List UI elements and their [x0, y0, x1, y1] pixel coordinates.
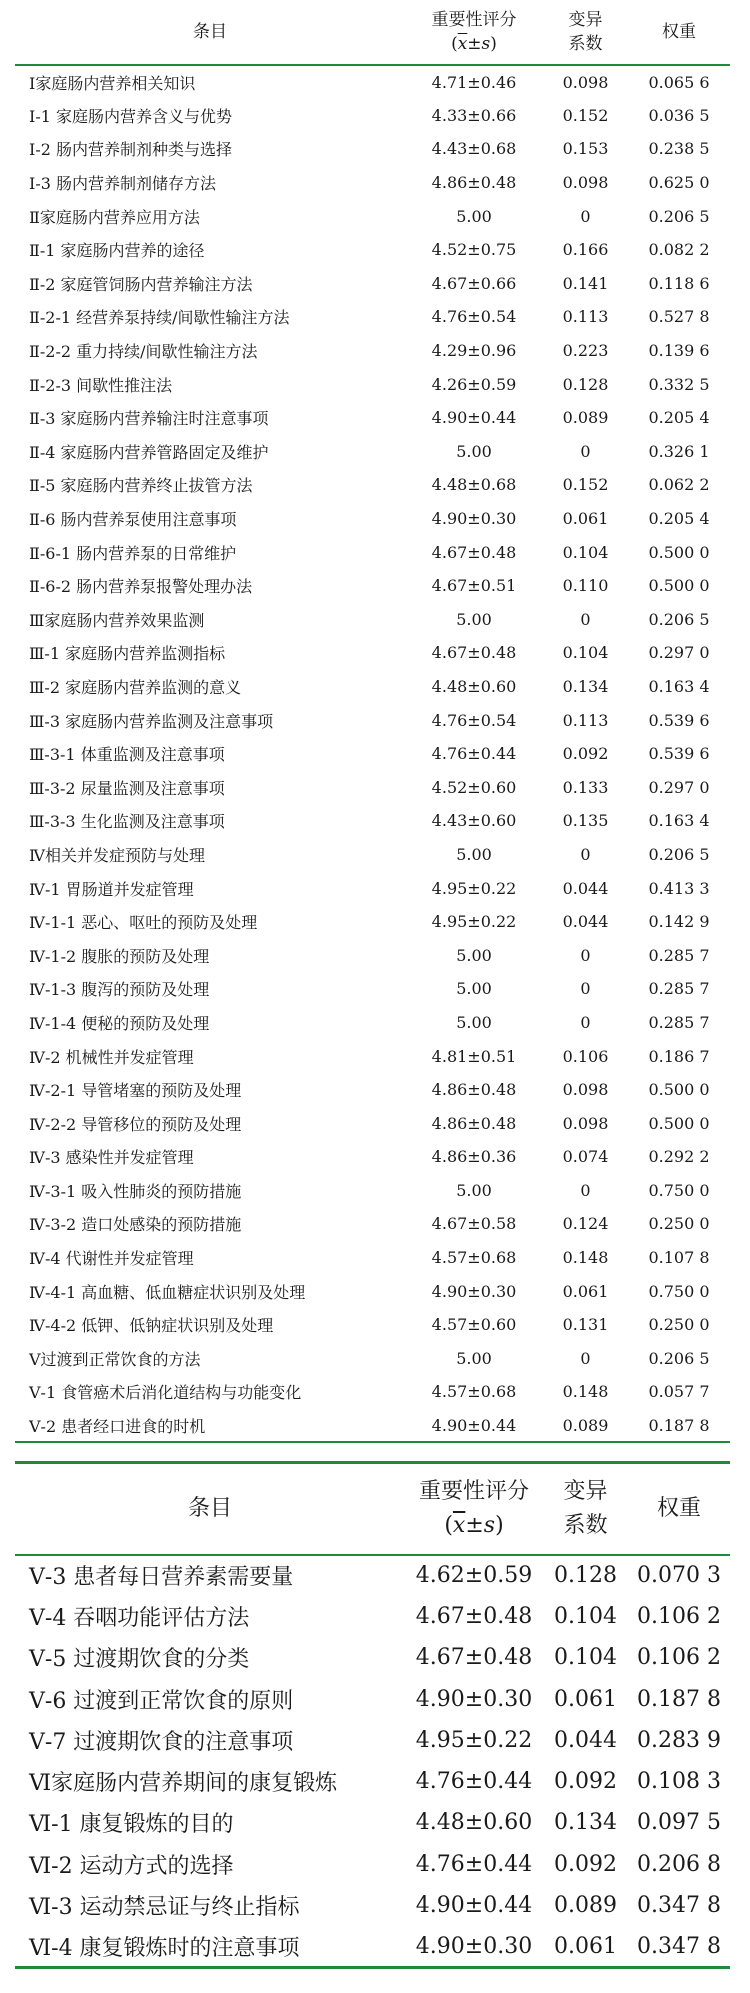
- header-cv-line1: 变异: [568, 10, 603, 30]
- row-score: 4.95±0.22: [415, 1727, 533, 1753]
- row-score: 4.67±0.48: [431, 542, 517, 562]
- row-cv: 0.089: [562, 1415, 609, 1435]
- table-row: [15, 972, 730, 1006]
- row-item: Ⅱ-4 家庭肠内营养管路固定及维护: [29, 442, 269, 462]
- row-weight: 0.106 2: [637, 1645, 721, 1671]
- table-row: [15, 435, 730, 469]
- row-score: 5.00: [456, 1180, 492, 1200]
- table-row: [15, 1174, 730, 1208]
- row-weight: 0.106 2: [637, 1603, 721, 1629]
- row-cv: 0.152: [562, 105, 609, 125]
- row-weight: 0.527 8: [648, 307, 710, 327]
- row-item: Ⅰ-3 肠内营养制剂储存方法: [29, 174, 216, 194]
- row-item: Ⅴ-2 患者经口进食的时机: [29, 1416, 206, 1436]
- row-cv: 0.061: [554, 1686, 617, 1712]
- table-row: [15, 838, 730, 872]
- row-cv: 0.044: [562, 878, 609, 898]
- row-weight: 0.283 9: [637, 1727, 721, 1753]
- row-score: 4.90±0.44: [415, 1893, 533, 1919]
- row-score: 5.00: [456, 945, 492, 965]
- row-score: 4.90±0.30: [431, 509, 517, 529]
- header-item: 条目: [15, 1463, 405, 1555]
- row-score: 4.90±0.30: [415, 1686, 533, 1712]
- row-item: Ⅴ-1 食管癌术后消化道结构与功能变化: [29, 1383, 302, 1403]
- row-score: 4.48±0.60: [415, 1810, 533, 1836]
- row-score: 4.43±0.60: [431, 811, 517, 831]
- row-cv: 0.104: [554, 1645, 617, 1671]
- row-score: 4.95±0.22: [431, 912, 517, 932]
- row-cv: 0.098: [562, 1113, 609, 1133]
- table-row: [15, 569, 730, 603]
- table-row: [15, 1637, 730, 1678]
- row-cv: 0.061: [562, 509, 609, 529]
- row-item: Ⅵ-3 运动禁忌证与终止指标: [29, 1895, 300, 1921]
- row-cv: 0.092: [554, 1769, 617, 1795]
- mean-symbol: $\overline{x}$: [457, 34, 468, 54]
- row-item: Ⅲ-3-1 体重监测及注意事项: [29, 745, 225, 765]
- row-cv: 0.223: [562, 341, 609, 361]
- row-cv: 0.134: [554, 1810, 617, 1836]
- indicator-table-part1: [15, 0, 730, 1443]
- table-row: [15, 1409, 730, 1443]
- row-score: 4.76±0.54: [431, 307, 517, 327]
- row-score: 5.00: [456, 1348, 492, 1368]
- row-cv: 0: [580, 844, 591, 864]
- header-score-label: 重要性评分: [431, 10, 517, 30]
- row-score: 4.43±0.68: [431, 139, 517, 159]
- header-cv: [543, 1463, 628, 1555]
- sd-symbol: s: [481, 34, 491, 54]
- row-score: 4.90±0.44: [431, 1415, 517, 1435]
- table-row: [15, 938, 730, 972]
- table-row: [15, 65, 730, 99]
- row-score: 4.76±0.54: [431, 710, 517, 730]
- row-cv: 0.092: [562, 744, 609, 764]
- row-weight: 0.347 8: [637, 1893, 721, 1919]
- row-item: Ⅱ-2-1 经营养泵持续/间歇性输注方法: [29, 308, 290, 328]
- row-score: 4.67±0.48: [431, 643, 517, 663]
- row-score: 4.90±0.30: [431, 1281, 517, 1301]
- row-score: 4.86±0.36: [431, 1147, 517, 1167]
- row-item: Ⅳ-3 感染性并发症管理: [29, 1148, 194, 1168]
- row-score: 4.67±0.51: [431, 576, 517, 596]
- row-cv: 0.098: [562, 173, 609, 193]
- row-weight: 0.187 8: [637, 1686, 721, 1712]
- row-item: Ⅴ过渡到正常饮食的方法: [29, 1349, 201, 1369]
- row-cv: 0.135: [562, 811, 609, 831]
- row-item: Ⅵ-4 康复锻炼时的注意事项: [29, 1935, 300, 1961]
- table-row: [15, 703, 730, 737]
- row-cv: 0.104: [562, 542, 609, 562]
- header-cv-line1: 变异: [563, 1478, 608, 1504]
- row-cv: 0: [580, 979, 591, 999]
- row-item: Ⅴ-3 患者每日营养素需要量: [29, 1565, 294, 1591]
- row-weight: 0.500 0: [648, 1113, 710, 1133]
- row-item: Ⅱ-2-3 间歇性推注法: [29, 375, 173, 395]
- row-weight: 0.347 8: [637, 1933, 721, 1959]
- table-row: [15, 367, 730, 401]
- table-row: [15, 1596, 730, 1637]
- row-item: Ⅰ-2 肠内营养制剂种类与选择: [29, 140, 232, 160]
- row-score: 4.48±0.68: [431, 475, 517, 495]
- row-weight: 0.070 3: [637, 1563, 721, 1589]
- row-cv: 0: [580, 1012, 591, 1032]
- row-score: 4.48±0.60: [431, 676, 517, 696]
- row-cv: 0: [580, 1180, 591, 1200]
- row-item: Ⅰ家庭肠内营养相关知识: [29, 73, 196, 93]
- row-item: Ⅲ家庭肠内营养效果监测: [29, 610, 205, 630]
- row-weight: 0.118 6: [648, 273, 710, 293]
- row-weight: 0.539 6: [648, 744, 710, 764]
- row-item: Ⅴ-4 吞咽功能评估方法: [29, 1605, 250, 1631]
- header-score: [405, 1463, 543, 1555]
- row-item: Ⅴ-7 过渡期饮食的注意事项: [29, 1729, 294, 1755]
- row-weight: 0.108 3: [637, 1769, 721, 1795]
- header-item: 条目: [15, 0, 405, 65]
- row-cv: 0: [580, 1348, 591, 1368]
- row-score: 4.33±0.66: [431, 105, 517, 125]
- row-cv: 0.166: [562, 240, 609, 260]
- row-item: Ⅳ-1 胃肠道并发症管理: [29, 879, 194, 899]
- table-row: [15, 1140, 730, 1174]
- row-weight: 0.500 0: [648, 576, 710, 596]
- row-weight: 0.163 4: [648, 676, 710, 696]
- row-cv: 0: [580, 441, 591, 461]
- row-item: Ⅳ-1-3 腹泻的预防及处理: [29, 980, 210, 1000]
- table-row: [15, 1678, 730, 1719]
- row-score: 4.86±0.48: [431, 1113, 517, 1133]
- row-score: 5.00: [456, 609, 492, 629]
- row-cv: 0.128: [554, 1563, 617, 1589]
- table-row: [15, 1375, 730, 1409]
- row-item: Ⅳ-1-1 恶心、呕吐的预防及处理: [29, 913, 258, 933]
- row-score: 4.76±0.44: [431, 744, 517, 764]
- row-cv: 0.061: [554, 1933, 617, 1959]
- table-row: [15, 199, 730, 233]
- header-score-label: 重要性评分: [418, 1478, 529, 1504]
- row-weight: 0.539 6: [648, 710, 710, 730]
- row-weight: 0.142 9: [648, 912, 710, 932]
- header-weight: 权重: [628, 0, 730, 65]
- row-weight: 0.292 2: [648, 1147, 710, 1167]
- row-weight: 0.065 6: [648, 72, 710, 92]
- row-cv: 0.148: [562, 1382, 609, 1402]
- row-cv: 0.153: [562, 139, 609, 159]
- row-item: Ⅵ-2 运动方式的选择: [29, 1853, 234, 1879]
- row-score: 4.90±0.30: [415, 1933, 533, 1959]
- table-row: [15, 636, 730, 670]
- row-weight: 0.062 2: [648, 475, 710, 495]
- row-weight: 0.206 5: [648, 844, 710, 864]
- row-score: 5.00: [456, 844, 492, 864]
- table-row: [15, 737, 730, 771]
- row-weight: 0.139 6: [648, 341, 710, 361]
- table-row: [15, 502, 730, 536]
- row-item: Ⅳ-4-1 高血糖、低血糖症状识别及处理: [29, 1282, 306, 1302]
- row-score: 4.71±0.46: [431, 72, 517, 92]
- pm-symbol: ±: [465, 1512, 484, 1538]
- header-cv: [543, 0, 628, 65]
- row-weight: 0.163 4: [648, 811, 710, 831]
- row-weight: 0.057 7: [648, 1382, 710, 1402]
- row-score: 4.67±0.48: [415, 1603, 533, 1629]
- row-cv: 0.113: [562, 307, 609, 327]
- table-row: [15, 1274, 730, 1308]
- row-score: 4.57±0.68: [431, 1248, 517, 1268]
- row-cv: 0.104: [554, 1603, 617, 1629]
- row-weight: 0.250 0: [648, 1315, 710, 1335]
- mean-symbol: $\overline{x}$: [452, 1512, 466, 1538]
- table-row: [15, 132, 730, 166]
- sd-symbol: s: [483, 1512, 496, 1538]
- row-weight: 0.500 0: [648, 1080, 710, 1100]
- table-row: [15, 1720, 730, 1761]
- table-row: [15, 1308, 730, 1342]
- row-weight: 0.082 2: [648, 240, 710, 260]
- row-weight: 0.332 5: [648, 374, 710, 394]
- row-cv: 0.074: [562, 1147, 609, 1167]
- row-weight: 0.250 0: [648, 1214, 710, 1234]
- table-header: [15, 0, 730, 65]
- row-weight: 0.206 5: [648, 609, 710, 629]
- row-score: 4.52±0.75: [431, 240, 517, 260]
- table-row: [15, 804, 730, 838]
- row-cv: 0.131: [562, 1315, 609, 1335]
- table-row: [15, 1073, 730, 1107]
- row-weight: 0.205 4: [648, 509, 710, 529]
- indicator-table-part2: [15, 1461, 730, 1969]
- row-cv: 0.113: [562, 710, 609, 730]
- row-score: 4.52±0.60: [431, 777, 517, 797]
- table-row: [15, 1342, 730, 1376]
- row-score: 4.81±0.51: [431, 1046, 517, 1066]
- header-cv-line2: 系数: [568, 34, 603, 54]
- row-item: Ⅱ-5 家庭肠内营养终止拔管方法: [29, 476, 253, 496]
- row-score: 4.67±0.66: [431, 273, 517, 293]
- row-score: 4.57±0.60: [431, 1315, 517, 1335]
- row-weight: 0.205 4: [648, 408, 710, 428]
- row-score: 4.26±0.59: [431, 374, 517, 394]
- row-cv: 0.152: [562, 475, 609, 495]
- row-item: Ⅵ-1 康复锻炼的目的: [29, 1812, 234, 1838]
- row-weight: 0.186 7: [648, 1046, 710, 1066]
- row-weight: 0.187 8: [648, 1415, 710, 1435]
- table-body: [15, 1555, 730, 1968]
- row-cv: 0.044: [562, 912, 609, 932]
- row-score: 4.95±0.22: [431, 878, 517, 898]
- table-row: [15, 468, 730, 502]
- row-weight: 0.206 8: [637, 1851, 721, 1877]
- table-row: [15, 300, 730, 334]
- row-item: Ⅳ相关并发症预防与处理: [29, 845, 205, 865]
- row-item: Ⅲ-3-3 生化监测及注意事项: [29, 812, 225, 832]
- row-weight: 0.500 0: [648, 542, 710, 562]
- row-item: Ⅳ-4-2 低钾、低钠症状识别及处理: [29, 1316, 274, 1336]
- row-cv: 0.089: [554, 1893, 617, 1919]
- table-row: [15, 535, 730, 569]
- row-score: 4.86±0.48: [431, 1080, 517, 1100]
- row-cv: 0: [580, 945, 591, 965]
- row-score: 5.00: [456, 979, 492, 999]
- table-row: [15, 1802, 730, 1843]
- row-cv: 0.141: [562, 273, 609, 293]
- row-item: Ⅲ-3-2 尿量监测及注意事项: [29, 778, 225, 798]
- row-item: Ⅳ-3-2 造口处感染的预防措施: [29, 1215, 242, 1235]
- row-weight: 0.297 0: [648, 777, 710, 797]
- row-weight: 0.097 5: [637, 1810, 721, 1836]
- row-score: 4.90±0.44: [431, 408, 517, 428]
- row-item: Ⅰ-1 家庭肠内营养含义与优势: [29, 106, 232, 126]
- row-weight: 0.238 5: [648, 139, 710, 159]
- table-row: [15, 401, 730, 435]
- row-item: Ⅳ-2-2 导管移位的预防及处理: [29, 1114, 242, 1134]
- table-row: [15, 99, 730, 133]
- row-item: Ⅳ-2 机械性并发症管理: [29, 1047, 194, 1067]
- row-cv: 0.148: [562, 1248, 609, 1268]
- row-score: 4.86±0.48: [431, 173, 517, 193]
- row-cv: 0.134: [562, 676, 609, 696]
- row-cv: 0.133: [562, 777, 609, 797]
- row-score: 5.00: [456, 1012, 492, 1032]
- table-row: [15, 1844, 730, 1885]
- row-weight: 0.326 1: [648, 441, 710, 461]
- row-cv: 0.092: [554, 1851, 617, 1877]
- row-score: 4.29±0.96: [431, 341, 517, 361]
- row-weight: 0.036 5: [648, 105, 710, 125]
- row-score: 4.57±0.68: [431, 1382, 517, 1402]
- table-row: [15, 603, 730, 637]
- row-item: Ⅲ-3 家庭肠内营养监测及注意事项: [29, 711, 274, 731]
- row-cv: 0: [580, 609, 591, 629]
- row-weight: 0.107 8: [648, 1248, 710, 1268]
- row-cv: 0.061: [562, 1281, 609, 1301]
- row-score: 5.00: [456, 206, 492, 226]
- pm-symbol: ±: [467, 34, 482, 54]
- row-item: Ⅱ-1 家庭肠内营养的途径: [29, 241, 205, 261]
- row-item: Ⅵ家庭肠内营养期间的康复锻炼: [29, 1771, 338, 1797]
- table-row: [15, 1761, 730, 1802]
- row-cv: 0.044: [554, 1727, 617, 1753]
- row-item: Ⅱ-6 肠内营养泵使用注意事项: [29, 510, 237, 530]
- table-body: [15, 65, 730, 1442]
- row-item: Ⅱ-6-2 肠内营养泵报警处理办法: [29, 577, 253, 597]
- header-score-formula: $(\overline{x}\pm s)$: [444, 1512, 504, 1538]
- row-cv: 0.128: [562, 374, 609, 394]
- row-item: Ⅱ家庭肠内营养应用方法: [29, 207, 200, 227]
- row-score: 4.76±0.44: [415, 1769, 533, 1795]
- row-weight: 0.625 0: [648, 173, 710, 193]
- table-row: [15, 1926, 730, 1967]
- row-score: 4.76±0.44: [415, 1851, 533, 1877]
- row-weight: 0.750 0: [648, 1180, 710, 1200]
- table-row: [15, 1241, 730, 1275]
- table-row: [15, 670, 730, 704]
- row-item: Ⅳ-3-1 吸入性肺炎的预防措施: [29, 1181, 242, 1201]
- header-score: [405, 0, 543, 65]
- table-row: [15, 905, 730, 939]
- header-score-formula: $(\overline{x}\pm s)$: [451, 34, 497, 54]
- row-cv: 0.124: [562, 1214, 609, 1234]
- row-item: Ⅳ-2-1 导管堵塞的预防及处理: [29, 1081, 242, 1101]
- header-weight: 权重: [628, 1463, 730, 1555]
- row-item: Ⅱ-2 家庭管饲肠内营养输注方法: [29, 274, 253, 294]
- row-score: 5.00: [456, 441, 492, 461]
- row-item: Ⅱ-3 家庭肠内营养输注时注意事项: [29, 409, 269, 429]
- table-header: [15, 1463, 730, 1555]
- table-row: [15, 1006, 730, 1040]
- row-score: 4.62±0.59: [415, 1563, 533, 1589]
- row-weight: 0.285 7: [648, 945, 710, 965]
- row-item: Ⅳ-1-2 腹胀的预防及处理: [29, 946, 210, 966]
- table-row: [15, 871, 730, 905]
- row-item: Ⅲ-2 家庭肠内营养监测的意义: [29, 677, 242, 697]
- row-cv: 0.098: [562, 72, 609, 92]
- row-score: 4.67±0.48: [415, 1645, 533, 1671]
- table-row: [15, 1106, 730, 1140]
- row-cv: 0.098: [562, 1080, 609, 1100]
- header-cv-line2: 系数: [563, 1512, 608, 1538]
- row-weight: 0.206 5: [648, 1348, 710, 1368]
- table-row: [15, 267, 730, 301]
- row-cv: 0.104: [562, 643, 609, 663]
- row-cv: 0.106: [562, 1046, 609, 1066]
- row-weight: 0.413 3: [648, 878, 710, 898]
- row-item: Ⅲ-1 家庭肠内营养监测指标: [29, 644, 226, 664]
- row-weight: 0.297 0: [648, 643, 710, 663]
- table-row: [15, 1039, 730, 1073]
- row-weight: 0.285 7: [648, 979, 710, 999]
- table-row: [15, 1885, 730, 1926]
- row-item: Ⅴ-6 过渡到正常饮食的原则: [29, 1688, 294, 1714]
- row-cv: 0.089: [562, 408, 609, 428]
- table-row: [15, 1555, 730, 1596]
- row-item: Ⅱ-6-1 肠内营养泵的日常维护: [29, 543, 237, 563]
- table-row: [15, 166, 730, 200]
- row-weight: 0.285 7: [648, 1012, 710, 1032]
- row-weight: 0.206 5: [648, 206, 710, 226]
- table-row: [15, 1207, 730, 1241]
- row-cv: 0.110: [562, 576, 609, 596]
- row-weight: 0.750 0: [648, 1281, 710, 1301]
- row-item: Ⅴ-5 过渡期饮食的分类: [29, 1647, 250, 1673]
- row-score: 4.67±0.58: [431, 1214, 517, 1234]
- table-row: [15, 233, 730, 267]
- row-item: Ⅳ-1-4 便秘的预防及处理: [29, 1013, 210, 1033]
- row-item: Ⅱ-2-2 重力持续/间歇性输注方法: [29, 342, 258, 362]
- table-row: [15, 770, 730, 804]
- row-cv: 0: [580, 206, 591, 226]
- table-row: [15, 334, 730, 368]
- row-item: Ⅳ-4 代谢性并发症管理: [29, 1249, 194, 1269]
